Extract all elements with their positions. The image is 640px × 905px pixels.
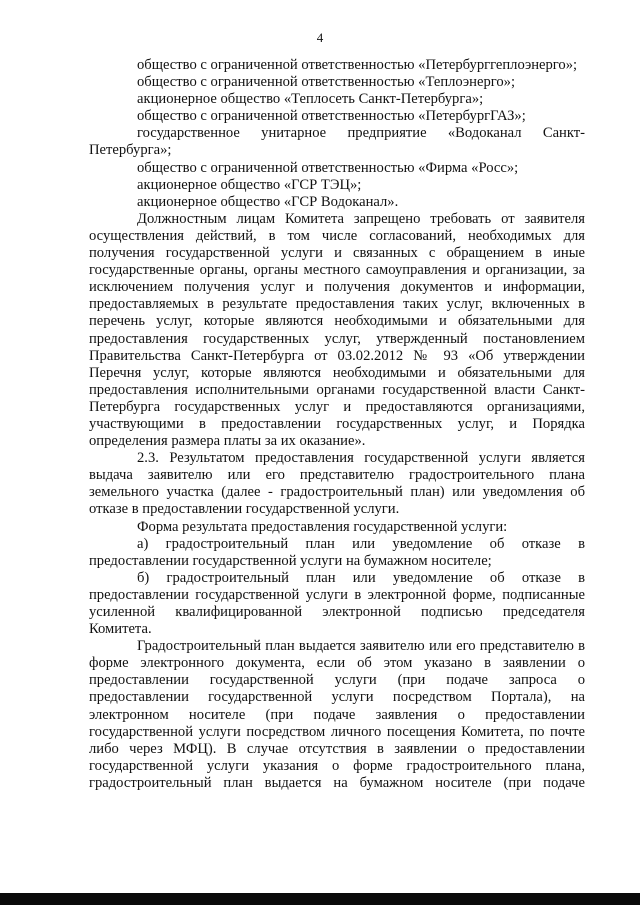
paragraph-org-7: акционерное общество «ГСР ТЭЦ»; — [137, 176, 362, 193]
paragraph-item-a: а) градостроительный план или уведомление об отказе в предоставлении государственной услуги на бумажном носителе; — [89, 535, 585, 569]
paragraph-org-3: акционерное общество «Теплосеть Санкт-Петербурга»; — [137, 91, 484, 108]
paragraph-org-1: общество с ограниченной ответственностью «Петербурггеплоэнерго»; — [137, 57, 578, 73]
document-body — [89, 57, 585, 792]
paragraph-result-form: Форма результата предоставления государственной услуги: — [137, 518, 508, 535]
paragraph-item-b: б) градостроительный план или уведомление об отказе в предоставлении государственной услуги в электронной форме, подписанные усиленной квалифицированной электронной подписью председателя Комитета. — [89, 569, 585, 638]
scan-edge-bar — [0, 893, 640, 905]
page-number: 4 — [316, 30, 324, 45]
paragraph-plan-issuance: Градостроительный план выдается заявителю или его представителю в форме электронного документа, если об этом указано в заявлении о предоставлении государственной услуги (при подаче запроса о предоставлении государственной услуги посредством Портала), на электронном носителе (при подаче заявления о предоставлении государственной услуги посредством личного посещения Комитета, по почте либо через МФЦ). В случае отсутствия в заявлении о предоставлении государственной услуги указания о форме градостроительного плана, градостроительный план выдается на бумажном носителе (при подаче — [89, 638, 585, 791]
paragraph-restriction: Должностным лицам Комитета запрещено требовать от заявителя осуществления действий, в том числе согласований, необходимых для получения государственной услуги и связанных с обращением в иные государственные органы, органы местного самоуправления и организации, за исключением получения услуг и получения документов и информации, предоставляемых в результате предоставления таких услуг, включенных в перечень услуг, которые являются необходимыми и обязательными для предоставления государственных услуг, утвержденный постановлением Правительства Санкт-Петербурга от 03.02.2012 № 93 «Об утверждении Перечня услуг, которые являются необходимыми и обязательными для предоставления исполнительными органами государственной власти Санкт-Петербурга государственных услуг и предоставляются организациями, участвующими в предоставлении государственных услуг, и Порядка определения размера платы за их оказание». — [89, 210, 585, 450]
paragraph-org-5: государственное унитарное предприятие «Водоканал Санкт-Петербурга»; — [89, 125, 585, 159]
paragraph-org-4: общество с ограниченной ответственностью «ПетербургГАЗ»; — [137, 108, 526, 125]
paragraph-section-2-3: 2.3. Результатом предоставления государственной услуги является выдача заявителю или его представителю градостроительного плана земельного участка (далее - градостроительный план) или уведомления об отказе в предоставлении государственной услуги. — [89, 450, 585, 518]
paragraph-org-2: общество с ограниченной ответственностью «Теплоэнерго»; — [137, 74, 516, 91]
paragraph-org-6: общество с ограниченной ответственностью «Фирма «Росс»; — [137, 159, 519, 176]
paragraph-org-8: акционерное общество «ГСР Водоканал». — [137, 193, 399, 210]
